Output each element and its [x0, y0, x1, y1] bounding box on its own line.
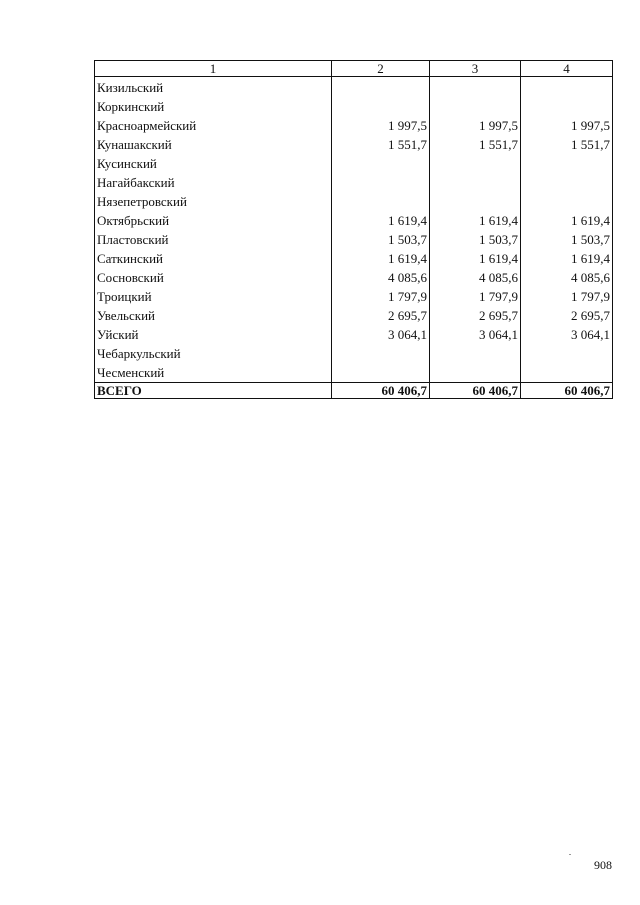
value-col-3: 2 695,7 [430, 306, 521, 325]
value-col-2 [332, 77, 430, 98]
value-col-2: 1 503,7 [332, 230, 430, 249]
value-col-4 [521, 344, 613, 363]
value-col-2: 4 085,6 [332, 268, 430, 287]
table-row [95, 135, 613, 154]
table-row [95, 230, 613, 249]
total-label: ВСЕГО [95, 383, 332, 399]
table-row [95, 97, 613, 116]
value-col-4: 4 085,6 [521, 268, 613, 287]
data-table [94, 60, 613, 399]
table-row [95, 77, 613, 98]
value-col-3: 4 085,6 [430, 268, 521, 287]
column-header-2: 2 [332, 61, 430, 77]
value-col-3: 1 503,7 [430, 230, 521, 249]
value-col-2 [332, 192, 430, 211]
value-col-3 [430, 344, 521, 363]
value-col-2: 1 997,5 [332, 116, 430, 135]
value-col-3: 1 619,4 [430, 249, 521, 268]
value-col-3 [430, 97, 521, 116]
district-name: Саткинский [95, 249, 332, 268]
value-col-2: 1 797,9 [332, 287, 430, 306]
table-row [95, 325, 613, 344]
column-header-3: 3 [430, 61, 521, 77]
value-col-2: 2 695,7 [332, 306, 430, 325]
table-header-row [95, 61, 613, 77]
district-name: Пластовский [95, 230, 332, 249]
table-row [95, 211, 613, 230]
value-col-3: 1 997,5 [430, 116, 521, 135]
scan-speck [569, 854, 571, 855]
district-name: Увельский [95, 306, 332, 325]
value-col-4 [521, 154, 613, 173]
value-col-2: 1 619,4 [332, 249, 430, 268]
district-name: Кунашакский [95, 135, 332, 154]
value-col-4 [521, 173, 613, 192]
table-row [95, 363, 613, 383]
value-col-3: 1 797,9 [430, 287, 521, 306]
district-name: Октябрьский [95, 211, 332, 230]
table-row [95, 173, 613, 192]
total-col-4: 60 406,7 [521, 383, 613, 399]
total-col-2: 60 406,7 [332, 383, 430, 399]
value-col-2: 1 551,7 [332, 135, 430, 154]
value-col-3 [430, 77, 521, 98]
value-col-4 [521, 77, 613, 98]
table-row [95, 154, 613, 173]
value-col-4: 1 797,9 [521, 287, 613, 306]
value-col-2 [332, 154, 430, 173]
district-name: Троицкий [95, 287, 332, 306]
table-row [95, 268, 613, 287]
value-col-4: 2 695,7 [521, 306, 613, 325]
table-row [95, 116, 613, 135]
district-name: Коркинский [95, 97, 332, 116]
total-row [95, 383, 613, 399]
value-col-3: 1 619,4 [430, 211, 521, 230]
page-number: 908 [594, 858, 612, 872]
value-col-4 [521, 97, 613, 116]
table-row [95, 249, 613, 268]
table-row [95, 192, 613, 211]
district-name: Уйский [95, 325, 332, 344]
value-col-4: 1 997,5 [521, 116, 613, 135]
value-col-3 [430, 154, 521, 173]
value-col-4 [521, 363, 613, 383]
value-col-3: 1 551,7 [430, 135, 521, 154]
table-row [95, 287, 613, 306]
district-name: Чебаркульский [95, 344, 332, 363]
value-col-2 [332, 173, 430, 192]
value-col-4 [521, 192, 613, 211]
district-name: Нязепетровский [95, 192, 332, 211]
value-col-4: 1 503,7 [521, 230, 613, 249]
value-col-2: 1 619,4 [332, 211, 430, 230]
district-name: Кизильский [95, 77, 332, 98]
column-header-4: 4 [521, 61, 613, 77]
value-col-3 [430, 192, 521, 211]
value-col-4: 3 064,1 [521, 325, 613, 344]
value-col-4: 1 619,4 [521, 249, 613, 268]
value-col-2 [332, 344, 430, 363]
value-col-2: 3 064,1 [332, 325, 430, 344]
value-col-3 [430, 363, 521, 383]
value-col-3: 3 064,1 [430, 325, 521, 344]
district-name: Нагайбакский [95, 173, 332, 192]
value-col-2 [332, 97, 430, 116]
district-name: Чесменский [95, 363, 332, 383]
district-name: Кусинский [95, 154, 332, 173]
column-header-1: 1 [95, 61, 332, 77]
table-row [95, 344, 613, 363]
value-col-2 [332, 363, 430, 383]
value-col-4: 1 551,7 [521, 135, 613, 154]
total-col-3: 60 406,7 [430, 383, 521, 399]
value-col-4: 1 619,4 [521, 211, 613, 230]
district-name: Сосновский [95, 268, 332, 287]
table-row [95, 306, 613, 325]
value-col-3 [430, 173, 521, 192]
district-name: Красноармейский [95, 116, 332, 135]
